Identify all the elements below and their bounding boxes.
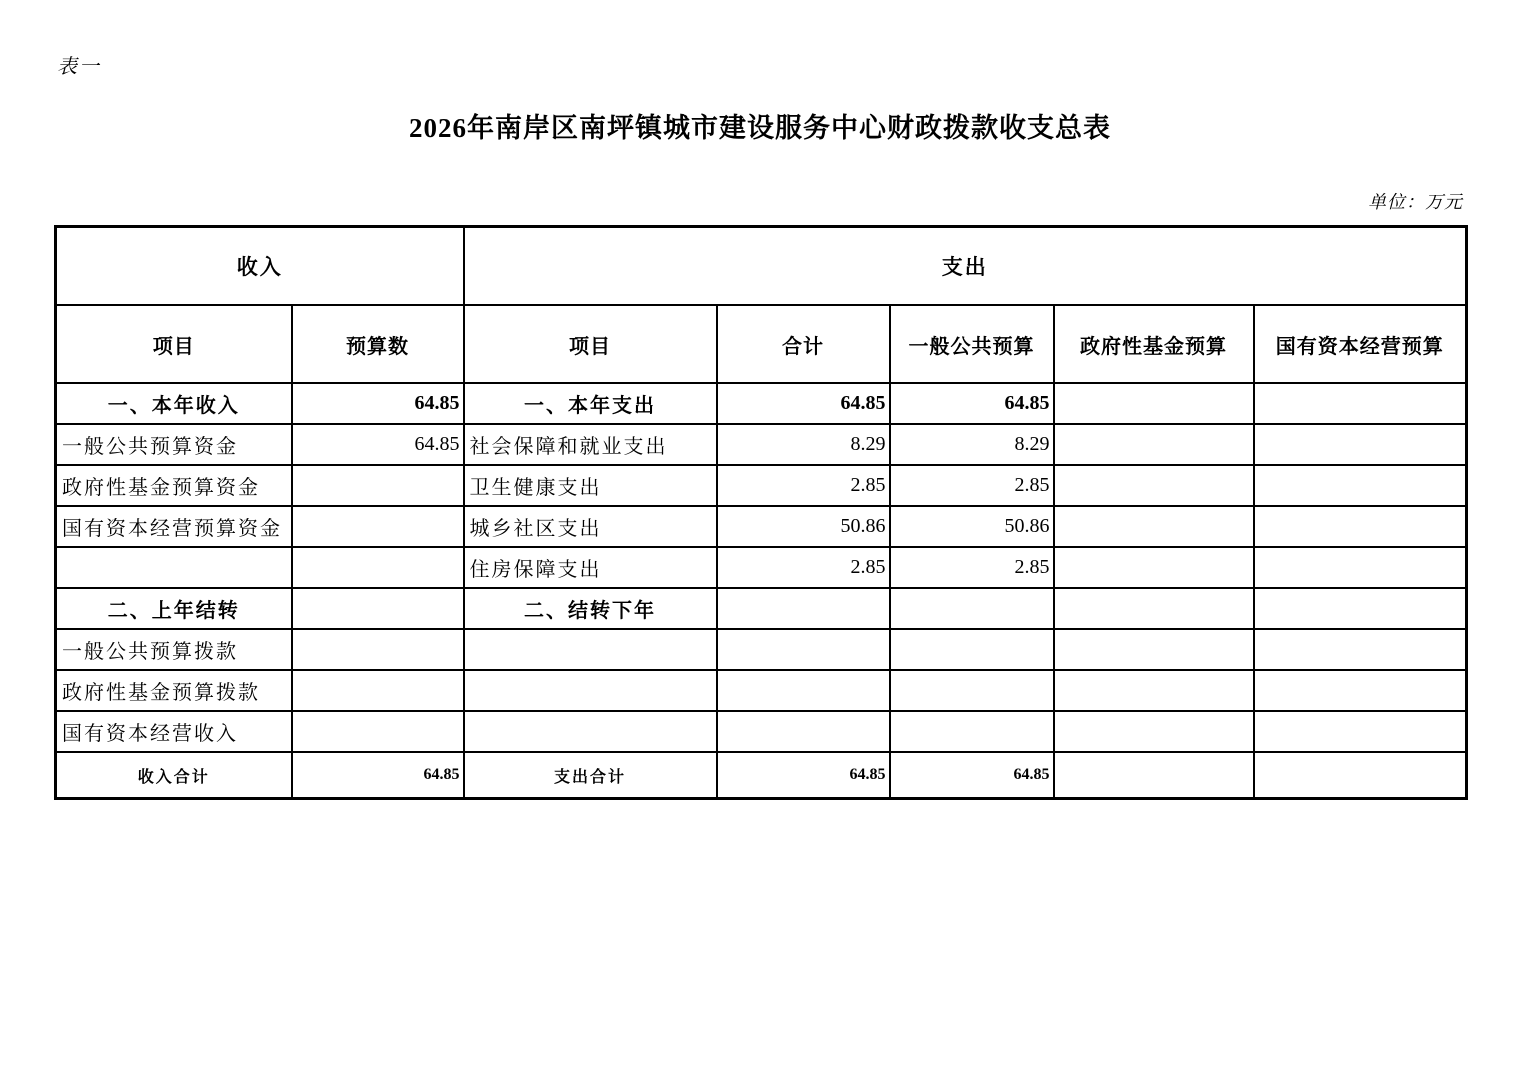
table-cell: 2.85	[717, 465, 890, 506]
table-cell: 50.86	[890, 506, 1054, 547]
table-cell: 64.85	[717, 752, 890, 799]
table-cell: 政府性基金预算资金	[56, 465, 292, 506]
table-cell	[717, 711, 890, 752]
table-cell	[1254, 424, 1467, 465]
group-header-revenue: 收入	[56, 227, 464, 306]
table-row	[56, 711, 1467, 752]
total-row	[56, 752, 1467, 799]
table-cell: 64.85	[292, 752, 464, 799]
table-cell	[1254, 629, 1467, 670]
table-cell	[1254, 711, 1467, 752]
table-cell: 城乡社区支出	[464, 506, 717, 547]
table-cell: 8.29	[717, 424, 890, 465]
table-cell: 2.85	[890, 547, 1054, 588]
table-row	[56, 670, 1467, 711]
table-cell	[292, 670, 464, 711]
table-row	[56, 506, 1467, 547]
table-cell: 政府性基金预算拨款	[56, 670, 292, 711]
table-cell	[56, 547, 292, 588]
table-cell: 二、上年结转	[56, 588, 292, 629]
column-header: 一般公共预算	[890, 305, 1054, 383]
table-cell: 8.29	[890, 424, 1054, 465]
table-cell	[1254, 670, 1467, 711]
table-row	[56, 629, 1467, 670]
table-cell	[464, 711, 717, 752]
table-cell: 社会保障和就业支出	[464, 424, 717, 465]
table-cell	[292, 506, 464, 547]
table-cell	[292, 465, 464, 506]
table-cell	[1054, 752, 1254, 799]
table-row	[56, 588, 1467, 629]
table-cell: 50.86	[717, 506, 890, 547]
column-header: 项目	[56, 305, 292, 383]
table-cell	[1254, 547, 1467, 588]
table-cell: 2.85	[717, 547, 890, 588]
table-cell: 收入合计	[56, 752, 292, 799]
table-cell: 64.85	[890, 752, 1054, 799]
table-cell	[1054, 383, 1254, 424]
table-cell: 一般公共预算拨款	[56, 629, 292, 670]
page-title: 2026年南岸区南坪镇城市建设服务中心财政拨款收支总表	[409, 113, 1111, 143]
table-row	[56, 424, 1467, 465]
table-cell	[717, 588, 890, 629]
table-cell: 64.85	[890, 383, 1054, 424]
table-cell: 64.85	[292, 424, 464, 465]
group-header-row	[56, 227, 1467, 306]
table-cell	[890, 711, 1054, 752]
table-cell	[292, 711, 464, 752]
column-header: 合计	[717, 305, 890, 383]
table-cell	[1254, 383, 1467, 424]
table-cell: 支出合计	[464, 752, 717, 799]
table-cell	[717, 670, 890, 711]
table-cell	[890, 670, 1054, 711]
budget-table	[54, 225, 1468, 800]
table-cell: 一、本年支出	[464, 383, 717, 424]
table-cell: 2.85	[890, 465, 1054, 506]
table-cell: 64.85	[292, 383, 464, 424]
table-cell	[1054, 629, 1254, 670]
table-cell	[717, 629, 890, 670]
unit-note: 单位：万元	[1368, 192, 1463, 212]
table-cell	[890, 629, 1054, 670]
group-header-expenditure: 支出	[464, 227, 1467, 306]
table-header	[56, 227, 1467, 384]
table-cell	[1254, 506, 1467, 547]
table-cell	[464, 629, 717, 670]
table-cell: 国有资本经营预算资金	[56, 506, 292, 547]
table-number-label: 表一	[57, 56, 101, 78]
table-body	[56, 383, 1467, 799]
column-header-row	[56, 305, 1467, 383]
table-cell	[1054, 588, 1254, 629]
table-cell: 64.85	[717, 383, 890, 424]
table-cell	[1254, 465, 1467, 506]
table-cell: 一般公共预算资金	[56, 424, 292, 465]
table-cell	[1054, 547, 1254, 588]
table-cell: 住房保障支出	[464, 547, 717, 588]
table-cell: 国有资本经营收入	[56, 711, 292, 752]
table-cell: 卫生健康支出	[464, 465, 717, 506]
column-header: 项目	[464, 305, 717, 383]
table-cell	[1054, 670, 1254, 711]
table-cell	[1054, 506, 1254, 547]
table-cell	[1054, 424, 1254, 465]
table-cell: 二、结转下年	[464, 588, 717, 629]
table-row	[56, 383, 1467, 424]
table-cell	[464, 670, 717, 711]
table-cell	[1254, 588, 1467, 629]
table-cell	[1054, 465, 1254, 506]
table-cell	[1054, 711, 1254, 752]
column-header: 政府性基金预算	[1054, 305, 1254, 383]
column-header: 国有资本经营预算	[1254, 305, 1467, 383]
table-cell	[1254, 752, 1467, 799]
table-row	[56, 547, 1467, 588]
table-cell: 一、本年收入	[56, 383, 292, 424]
table-row	[56, 465, 1467, 506]
table-cell	[292, 588, 464, 629]
column-header: 预算数	[292, 305, 464, 383]
table-cell	[890, 588, 1054, 629]
table-cell	[292, 547, 464, 588]
table-cell	[292, 629, 464, 670]
